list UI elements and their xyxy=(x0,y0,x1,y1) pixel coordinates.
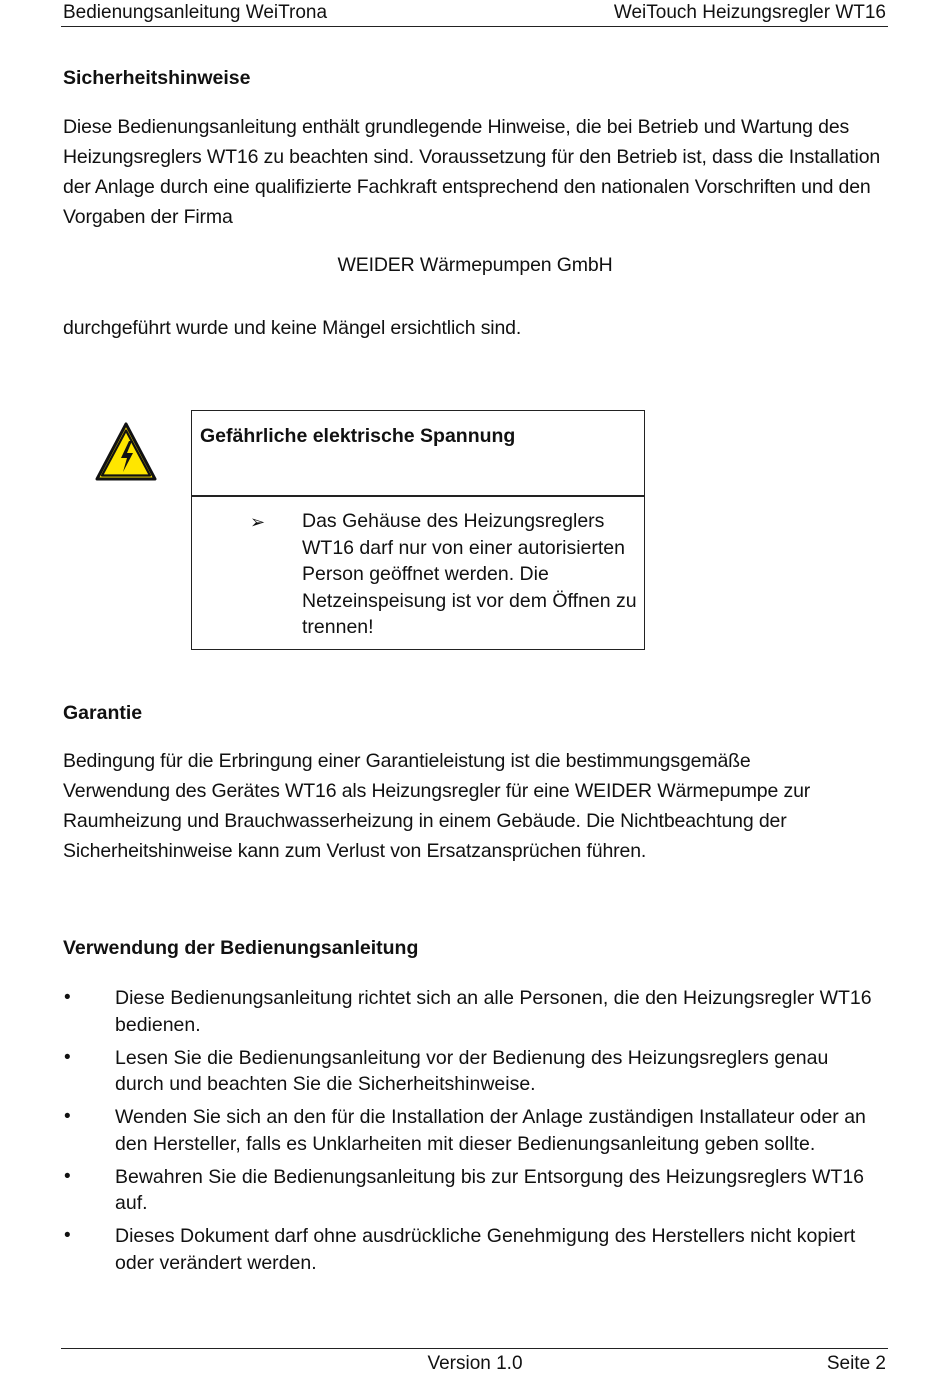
bullet-icon: • xyxy=(64,1165,71,1187)
list-item xyxy=(64,985,882,1038)
warranty-heading: Garantie xyxy=(63,702,143,724)
usage-heading: Verwendung der Bedienungsanleitung xyxy=(63,937,419,959)
list-item-text: Lesen Sie die Bedienungsanleitung vor der Bedienung des Heizungsreglers genau durch und beachten Sie die Sicherheitshinweise. xyxy=(115,1046,829,1095)
list-item xyxy=(64,1164,882,1217)
safety-outro: durchgeführt wurde und keine Mängel ersichtlich sind. xyxy=(63,317,522,339)
bullet-icon: • xyxy=(64,987,71,1008)
bullet-icon: • xyxy=(64,1046,71,1068)
list-item-text: Dieses Dokument darf ohne ausdrückliche Genehmigung des Herstellers nicht kopiert oder verändert werden. xyxy=(115,1225,856,1274)
warning-title: Gefährliche elektrische Spannung xyxy=(200,425,516,447)
warranty-text: Bedingung für die Erbringung einer Garantieleistung ist die bestimmungsgemäße Verwendung des Gerätes WT16 als Heizungsregler für eine WEIDER Wärmepumpe zur Raumheizung und Brauchwasserheizung in einem Gebäude. Die Nichtbeachtung der Sicherheitshinweise kann zum Verlust von Ersatzansprüchen führen. xyxy=(63,750,811,862)
list-item xyxy=(64,1045,882,1098)
warning-text-box xyxy=(191,495,645,650)
usage-list xyxy=(64,985,882,1283)
footer-version: Version 1.0 xyxy=(427,1353,523,1374)
list-item-text: Bewahren Sie die Bedienungsanleitung bis zur Entsorgung des Heizungsreglers WT16 auf. xyxy=(115,1165,865,1214)
warning-text: Das Gehäuse des Heizungsreglers WT16 darf nur von einer autorisierten Person geöffnet werden. Die Netzeinspeisung ist vor dem Öffnen zu trennen! xyxy=(302,510,637,638)
safety-heading: Sicherheitshinweise xyxy=(63,67,251,89)
list-item xyxy=(64,1223,882,1276)
company-name: WEIDER Wärmepumpen GmbH xyxy=(337,254,613,276)
footer-rule xyxy=(61,1348,888,1349)
list-item xyxy=(64,1104,882,1157)
bullet-icon: • xyxy=(64,1106,71,1127)
header-rule xyxy=(61,26,888,27)
list-item-text: Diese Bedienungsanleitung richtet sich an alle Personen, die den Heizungsregler WT16 bedienen. xyxy=(115,987,872,1036)
header-right: WeiTouch Heizungsregler WT16 xyxy=(613,2,886,23)
safety-intro: Diese Bedienungsanleitung enthält grundlegende Hinweise, die bei Betrieb und Wartung des Heizungsreglers WT16 zu beachten sind. Voraussetzung für den Betrieb ist, dass die Installation der Anlage durch eine qualifizierte Fachkraft entsprechend den nationalen Vorschriften und den Vorgaben der Firma xyxy=(63,116,881,228)
warning-title-box xyxy=(191,410,645,497)
arrow-bullet-icon: ➢ xyxy=(250,512,266,532)
list-item-text: Wenden Sie sich an den für die Installation der Anlage zuständigen Installateur oder an den Hersteller, falls es Unklarheiten mit dieser Bedienungsanleitung geben sollte. xyxy=(115,1106,866,1155)
header-left: Bedienungsanleitung WeiTrona xyxy=(63,2,328,23)
footer-page-number: Seite 2 xyxy=(826,1353,886,1374)
bullet-icon: • xyxy=(64,1225,71,1246)
high-voltage-warning-icon xyxy=(94,421,158,482)
